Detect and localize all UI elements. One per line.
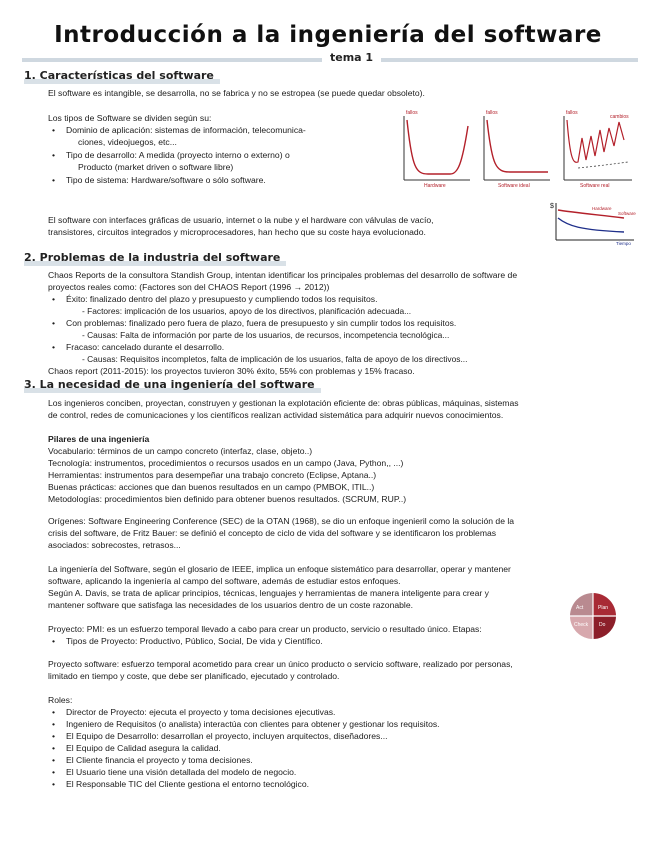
graph-label: Hardware bbox=[424, 183, 446, 189]
pdca-label: Plan bbox=[598, 605, 609, 611]
s2-sub: - Causas: Requisitos incompletos, falta de implicación de los usuarios, falta de apoyo de los directivos... bbox=[82, 354, 468, 364]
s2-bullet-fracaso: • Fracaso: cancelado durante el desarrollo. bbox=[66, 342, 224, 354]
s3-tipos-proyecto: • Tipos de Proyecto: Productivo, Público, Social, De vida y Científico. bbox=[66, 636, 323, 648]
s1-bullet: • Tipo de desarrollo: A medida (proyecto interno o externo) o bbox=[66, 150, 290, 162]
s1-types-intro: Los tipos de Software se dividen según su: bbox=[48, 113, 212, 123]
section-1-heading: 1. Características del software bbox=[24, 69, 214, 82]
s3-pilar: Herramientas: instrumentos para desempeñar una trabajo concreto (Eclipse, Aptana..) bbox=[48, 470, 377, 480]
graph-hardware bbox=[404, 110, 470, 189]
s1-para2: El software con interfaces gráficas de usuario, internet o la nube y el hardware con válvulas de vacío, bbox=[48, 215, 434, 225]
s1-bullet: • Dominio de aplicación: sistemas de información, telecomunica- bbox=[66, 125, 306, 137]
pdca-label: Act bbox=[576, 605, 584, 611]
s2-bullet-exito: • Éxito: finalizado dentro del plazo y presupuesto y cumpliendo todos los requisitos. bbox=[66, 294, 377, 306]
s3-proyecto-software: limitado en tiempo y coste, que debe ser planificado, ejecutado y controlado. bbox=[48, 671, 340, 681]
cost-label: Software bbox=[618, 211, 636, 216]
pdca-label: Do bbox=[599, 622, 606, 628]
s3-pilar: Buenas prácticas: acciones que dan buenos resultados en un campo (PMBOK, ITIL..) bbox=[48, 482, 375, 492]
s3-role: • El Cliente financia el proyecto y toma decisiones. bbox=[66, 755, 253, 767]
s2-line: proyectos reales como: (Factores son del CHAOS Report (1996 → 2012)) bbox=[48, 282, 330, 292]
cost-evolution-figure bbox=[550, 200, 640, 246]
s1-bullet-cont: ciones, videojuegos, etc... bbox=[78, 137, 177, 147]
s3-origenes: crisis del software, de Fritz Bauer: se definió el concepto de ciclo de vida del software y se identificaron los problemas bbox=[48, 528, 497, 538]
s3-ieee: Según A. Davis, se trata de aplicar principios, técnicas, lenguajes y herramientas de manera inteligente para crear y bbox=[48, 588, 489, 598]
s3-role: • Director de Proyecto: ejecuta el proyecto y toma decisiones ejecutivas. bbox=[66, 707, 335, 719]
graph-label: Software ideal bbox=[498, 183, 530, 189]
graph-label: cambios bbox=[610, 114, 629, 120]
failure-curves-figure bbox=[398, 108, 638, 192]
s3-pilar: Tecnología: instrumentos, procedimientos o recursos usados en un campo (Java, Python,, ...) bbox=[48, 458, 404, 468]
graph-label: fallos bbox=[486, 110, 498, 116]
s2-sub: - Causas: Falta de información por parte de los usuarios, de recursos, incompetencia tecnológica... bbox=[82, 330, 450, 340]
s2-bullet-problemas: • Con problemas: finalizado pero fuera de plazo, fuera de presupuesto y sin cumplir todos los requisitos. bbox=[66, 318, 456, 330]
s1-bullet: • Tipo de sistema: Hardware/software o sólo software. bbox=[66, 175, 266, 187]
subtitle: tema 1 bbox=[322, 51, 381, 64]
graph-label: Software real bbox=[580, 183, 610, 189]
section-2-heading: 2. Problemas de la industria del software bbox=[24, 251, 280, 264]
cost-label: $ bbox=[550, 203, 554, 210]
s3-roles-title: Roles: bbox=[48, 695, 73, 705]
s3-intro: Los ingenieros conciben, proyectan, construyen y gestionan la explotación eficiente de: obras públicas, máquinas, sistemas bbox=[48, 398, 519, 408]
s3-pilares-title: Pilares de una ingeniería bbox=[48, 434, 150, 444]
s3-ieee: mantener software que satisfaga las necesidades de los usuarios dentro de un coste razonable. bbox=[48, 600, 413, 610]
s2-report: Chaos report (2011-2015): los proyectos tuvieron 30% éxito, 55% con problemas y 15% fracaso. bbox=[48, 366, 415, 376]
s3-proyecto: Proyecto: PMI: es un esfuerzo temporal llevado a cabo para crear un producto, servicio o resultado único. Etapas: bbox=[48, 624, 482, 634]
s1-bullet-cont: Producto (market driven o software libre) bbox=[78, 162, 234, 172]
s3-role: • El Usuario tiene una visión detallada del modelo de negocio. bbox=[66, 767, 296, 779]
s3-ieee: software, aplicando la ingeniería al campo del software, además de estudiar estos enfoques. bbox=[48, 576, 401, 586]
s1-para2: transistores, circuitos integrados y microprocesadores, han hecho que su coste haya evolucionado. bbox=[48, 227, 426, 237]
s3-pilar: Vocabulario: términos de un campo concreto (interfaz, clase, objeto..) bbox=[48, 446, 313, 456]
graph-software-ideal bbox=[484, 110, 550, 189]
subtitle-bar bbox=[22, 53, 638, 64]
s3-role: • El Equipo de Calidad asegura la calidad. bbox=[66, 743, 221, 755]
section-3-heading: 3. La necesidad de una ingeniería del software bbox=[24, 378, 315, 391]
s3-pilar: Metodologías: procedimientos bien definido para obtener buenos resultados. (SCRUM, RUP..) bbox=[48, 494, 407, 504]
cost-label: Tiempo bbox=[616, 241, 631, 246]
pdca-cycle-figure bbox=[568, 591, 618, 641]
graph-software-real bbox=[564, 110, 632, 189]
s3-role: • Ingeniero de Requisitos (o analista) interactúa con clientes para obtener y gestionar los requisitos. bbox=[66, 719, 440, 731]
s3-origenes: Orígenes: Software Engineering Conference (SEC) de la OTAN (1968), se dio un enfoque ingenieril como la solución de la bbox=[48, 516, 515, 526]
page-title: Introducción a la ingeniería del software bbox=[54, 22, 602, 48]
s3-role: • El Equipo de Desarrollo: desarrollan el proyecto, incluyen arquitectos, diseñadores... bbox=[66, 731, 388, 743]
s3-role: • El Responsable TIC del Cliente gestiona el entorno tecnológico. bbox=[66, 779, 309, 791]
graph-label: fallos bbox=[406, 110, 418, 116]
s2-line: Chaos Reports de la consultora Standish Group, intentan identificar los principales problemas del desarrollo de software de bbox=[48, 270, 518, 280]
s1-intro: El software es intangible, se desarrolla, no se fabrica y no se estropea (se puede quedar obsoleto). bbox=[48, 88, 425, 98]
s3-origenes: asociados: sobrecostes, retrasos... bbox=[48, 540, 181, 550]
s3-proyecto-software: Proyecto software: esfuerzo temporal acometido para crear un único producto o servicio software, realizado por personas, bbox=[48, 659, 513, 669]
cost-label: Hardware bbox=[592, 206, 612, 211]
graph-label: fallos bbox=[566, 110, 578, 116]
pdca-label: Check bbox=[574, 622, 589, 628]
s3-intro: de control, redes de comunicaciones y los científicos realizan actividad sistemática para adquirir nuevos conocimientos. bbox=[48, 410, 504, 420]
s3-ieee: La ingeniería del Software, según el glosario de IEEE, implica un enfoque sistemático para desarrollar, operar y mantener bbox=[48, 564, 511, 574]
s2-sub: - Factores: implicación de los usuarios, apoyo de los directivos, planificación adecuada... bbox=[82, 306, 412, 316]
